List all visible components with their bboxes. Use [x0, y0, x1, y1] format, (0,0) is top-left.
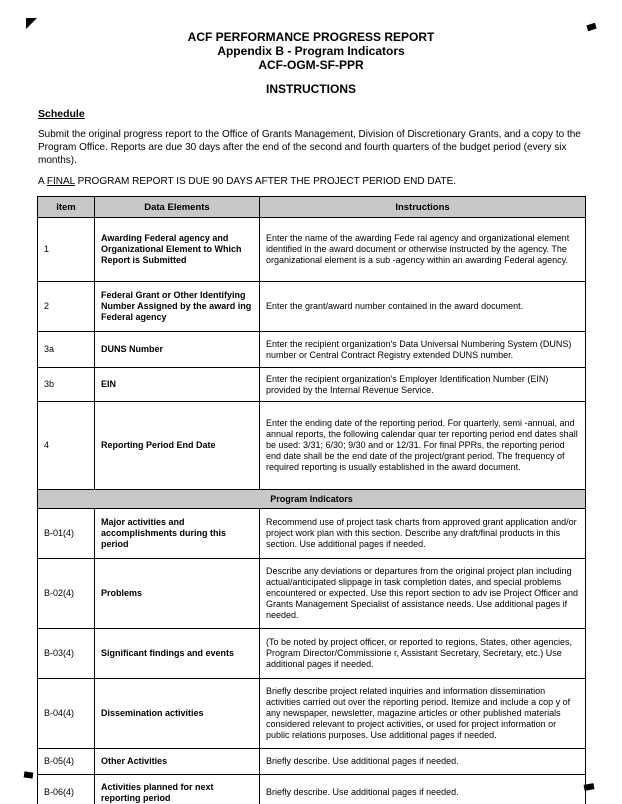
row-item-cell: 2: [38, 282, 95, 332]
col-header-item: Item: [38, 197, 95, 218]
table-header-row: [38, 197, 586, 218]
final-note-suffix: PROGRAM REPORT IS DUE 90 DAYS AFTER THE PROJECT PERIOD END DATE.: [74, 176, 457, 187]
row-item-cell: 4: [38, 402, 95, 490]
table-row: [38, 218, 586, 282]
schedule-section: [38, 108, 584, 188]
row-element-cell: Dissemination activities: [95, 679, 260, 749]
row-instructions-cell: Enter the recipient organization's Data Universal Numbering System (DUNS) number or Central Contract Registry extended DUNS number.: [260, 332, 586, 368]
row-item-cell: B-06(4): [38, 775, 95, 804]
table-row: [38, 679, 586, 749]
scan-corner-mark-bottom-right: [584, 783, 595, 791]
table-section-row: [38, 490, 586, 509]
final-note-prefix: A: [38, 176, 47, 187]
row-element-cell: Reporting Period End Date: [95, 402, 260, 490]
instructions-table: [37, 196, 586, 804]
row-item-cell: 1: [38, 218, 95, 282]
table-row: [38, 629, 586, 679]
row-item-cell: B-01(4): [38, 509, 95, 559]
table-row: [38, 749, 586, 775]
instructions-heading: INSTRUCTIONS: [266, 82, 356, 96]
row-instructions-cell: Enter the grant/award number contained in the award document.: [260, 282, 586, 332]
row-instructions-cell: Briefly describe. Use additional pages if needed.: [260, 775, 586, 804]
table-row: [38, 402, 586, 490]
schedule-paragraph: Submit the original progress report to the Office of Grants Management, Division of Discretionary Grants, and a copy to the Program Office. Reports are due 30 days after the end of the second and fourth quarters of the budget period (every six months).: [38, 129, 581, 166]
row-element-cell: Significant findings and events: [95, 629, 260, 679]
row-item-cell: B-05(4): [38, 749, 95, 775]
row-element-cell: DUNS Number: [95, 332, 260, 368]
row-element-cell: Awarding Federal agency and Organizational Element to Which Report is Submitted: [95, 218, 260, 282]
table-row: [38, 368, 586, 402]
final-report-note: [38, 175, 584, 188]
row-instructions-cell: Describe any deviations or departures from the original project plan including actual/anticipated slippage in task completion dates, and special problems encountered or expected. Use this report section to adv ise Project Officer and Grants Management Specialist of assistance needs. Use additional pages if needed.: [260, 559, 586, 629]
table-row: [38, 282, 586, 332]
row-item-cell: B-04(4): [38, 679, 95, 749]
row-item-cell: 3b: [38, 368, 95, 402]
col-header-data-elements: Data Elements: [95, 197, 260, 218]
table-row: [38, 559, 586, 629]
col-header-instructions: Instructions: [260, 197, 586, 218]
form-number: ACF-OGM-SF-PPR: [258, 58, 364, 72]
scan-corner-mark-bottom-left: [24, 771, 34, 778]
row-instructions-cell: (To be noted by project officer, or reported to regions, States, other agencies, Program Director/Commissione r, Assistant Secretary, Secretary, etc.) Use additional pages if needed.: [260, 629, 586, 679]
row-element-cell: Federal Grant or Other Identifying Number Assigned by the award ing Federal agency: [95, 282, 260, 332]
report-title: ACF PERFORMANCE PROGRESS REPORT: [187, 30, 435, 44]
row-instructions-cell: Enter the recipient organization's Employer Identification Number (EIN) provided by the Internal Revenue Service.: [260, 368, 586, 402]
appendix-subtitle: Appendix B - Program Indicators: [217, 44, 405, 58]
final-note-underlined: FINAL: [46, 176, 75, 187]
row-instructions-cell: Recommend use of project task charts from approved grant application and/or project work plan with this section. Describe any draft/final products in this section. Use additional pages if needed.: [260, 509, 586, 559]
row-element-cell: Major activities and accomplishments during this period: [95, 509, 260, 559]
scan-corner-mark-top-left: [26, 18, 37, 29]
table-row: [38, 332, 586, 368]
row-instructions-cell: Enter the ending date of the reporting period. For quarterly, semi -annual, and annual reports, the following calendar quar ter reporting period end dates shall be used: 3/31; 6/30; 9/30 and or 12/31. For final PPRs, the reporting period end date shall be the end date of the project/grant period. The frequency of required reporting is usually established in the award document.: [260, 402, 586, 490]
table-row: [38, 509, 586, 559]
row-instructions-cell: Briefly describe project related inquiries and information dissemination activities carried out over the reporting period. Itemize and include a cop y of any newspaper, newsletter, magazine articles or other published materials considered relevant to project activities, or used for project information or public relations purposes. Use additional pages if needed.: [260, 679, 586, 749]
row-instructions-cell: Enter the name of the awarding Fede ral agency and organizational element identified in the award document or otherwise instructed by the agency. The organizational element is a sub -agency within an awarding Federal agency.: [260, 218, 586, 282]
row-item-cell: 3a: [38, 332, 95, 368]
row-item-cell: B-03(4): [38, 629, 95, 679]
row-element-cell: EIN: [95, 368, 260, 402]
table-row: [38, 775, 586, 804]
instructions-table-body: [38, 218, 586, 804]
row-item-cell: B-02(4): [38, 559, 95, 629]
row-element-cell: Activities planned for next reporting period: [95, 775, 260, 804]
section-label: Program Indicators: [38, 490, 586, 509]
document-header: [0, 0, 622, 96]
row-element-cell: Problems: [95, 559, 260, 629]
schedule-heading: Schedule: [38, 108, 85, 120]
row-element-cell: Other Activities: [95, 749, 260, 775]
row-instructions-cell: Briefly describe. Use additional pages if needed.: [260, 749, 586, 775]
